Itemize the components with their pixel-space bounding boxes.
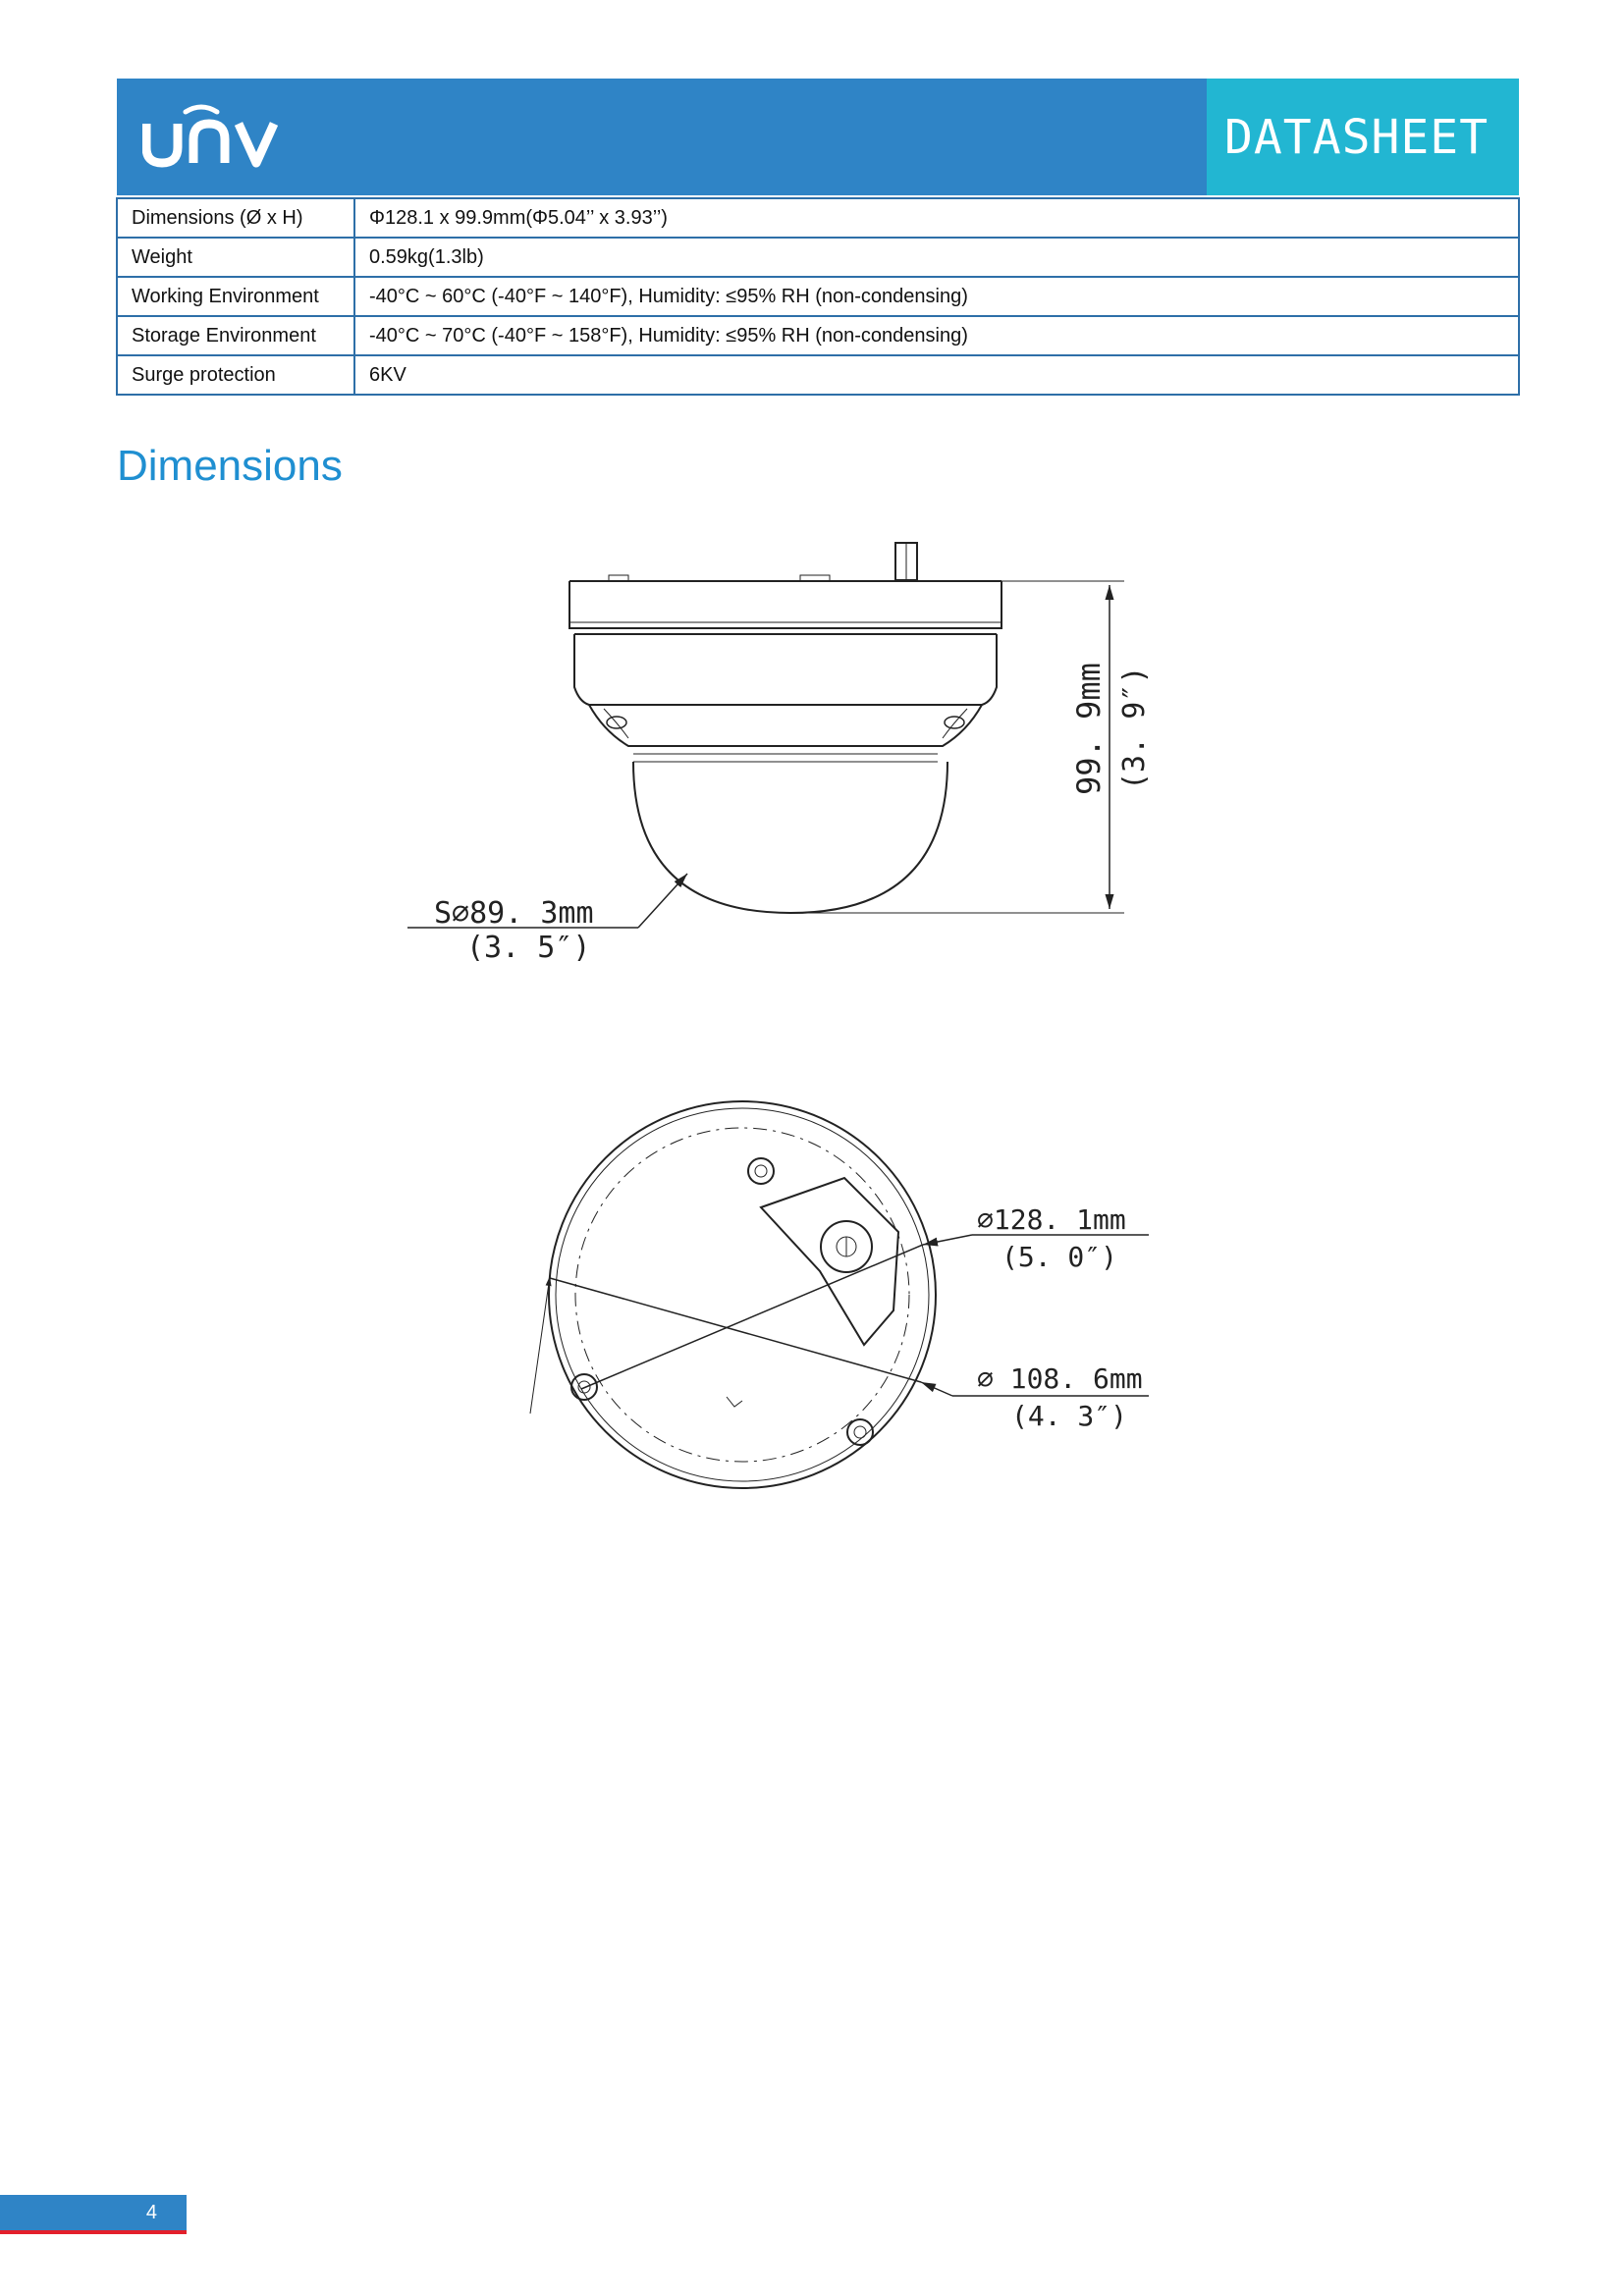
spec-value: 0.59kg(1.3lb)	[354, 238, 1519, 277]
side-view-drawing	[407, 543, 1124, 928]
height-mm-label: 99. 9mm	[1070, 663, 1108, 795]
spec-value: -40°C ~ 70°C (-40°F ~ 158°F), Humidity: ≤95% RH (non-condensing)	[354, 316, 1519, 355]
spec-label: Weight	[117, 238, 354, 277]
spec-value: Φ128.1 x 99.9mm(Φ5.04’’ x 3.93’’)	[354, 198, 1519, 238]
spec-label: Surge protection	[117, 355, 354, 395]
page-number: 4	[145, 2201, 157, 2223]
height-in-label: (3. 9″)	[1117, 666, 1152, 790]
spec-label: Storage Environment	[117, 316, 354, 355]
spec-label: Dimensions (Ø x H)	[117, 198, 354, 238]
datasheet-tag: DATASHEET	[1207, 79, 1519, 195]
spec-value: -40°C ~ 60°C (-40°F ~ 140°F), Humidity: ≤95% RH (non-condensing)	[354, 277, 1519, 316]
inner-diameter-mm-label: ∅ 108. 6mm	[977, 1362, 1143, 1395]
outer-diameter-in-label: (5. 0″)	[1001, 1241, 1118, 1273]
page-number-bar	[0, 2195, 187, 2234]
sphere-in-label: (3. 5″)	[466, 931, 591, 965]
inner-diameter-in-label: (4. 3″)	[1011, 1400, 1128, 1432]
spec-value: 6KV	[354, 355, 1519, 395]
spec-label: Working Environment	[117, 277, 354, 316]
outer-diameter-mm-label: ∅128. 1mm	[977, 1203, 1126, 1236]
sphere-mm-label: S∅89. 3mm	[434, 896, 594, 931]
section-title: Dimensions	[117, 442, 343, 490]
